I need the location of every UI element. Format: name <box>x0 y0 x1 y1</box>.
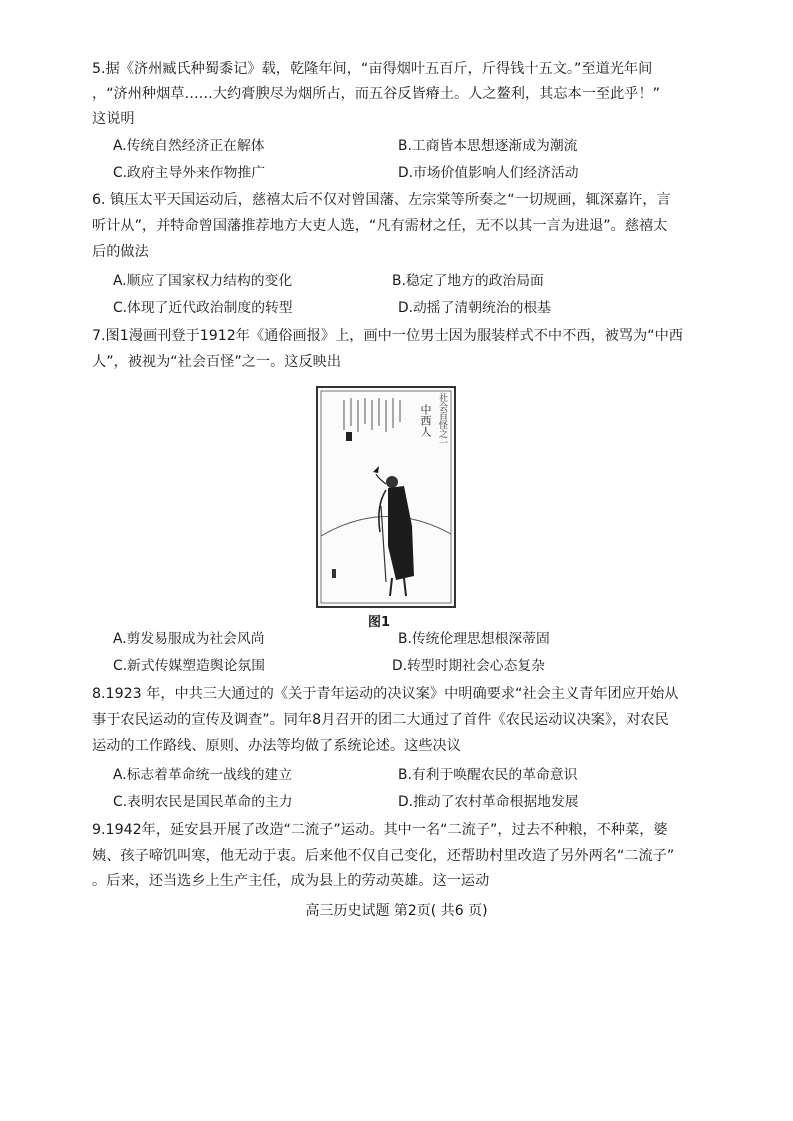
question-5-option-a: A.传统自然经济正在解体 <box>113 138 265 154</box>
question-6-line-1: 6. 镇压太平天国运动后，慈禧太后不仅对曾国藩、左宗棠等所奏之“一切规画，辄深嘉许，言 <box>92 192 671 208</box>
question-8-line-3: 运动的工作路线、原则、办法等均做了系统论述。这些决议 <box>92 738 461 754</box>
question-7-line-2: 人”，被视为“社会百怪”之一。这反映出 <box>92 354 342 370</box>
question-8-option-c: C.表明农民是国民革命的主力 <box>113 794 293 810</box>
question-7-option-d: D.转型时期社会心态复杂 <box>392 658 545 674</box>
question-6-option-b: B.稳定了地方的政治局面 <box>392 273 544 289</box>
question-9-line-1: 9.1942年，延安县开展了改造“二流子”运动。其中一名“二流子”，过去不种粮，不种菜，婆 <box>92 822 668 838</box>
question-9-line-3: 。后来，还当选乡上生产主任，成为县上的劳动英雄。这一运动 <box>92 873 490 889</box>
question-5-line-3: 这说明 <box>92 111 135 127</box>
cartoon-subtitle: 中西人 <box>419 404 432 437</box>
question-7-option-b: B.传统伦理思想根深蒂固 <box>398 631 550 647</box>
question-5-line-1: 5.据《济州臧氏种蜀黍记》载，乾隆年间，“亩得烟叶五百斤，斤得钱十五文。”至道光年间 <box>92 61 653 77</box>
question-5-line-2: ，“济州种烟草……大约膏腴尽为烟所占，而五谷反皆瘠土。人之鳌利，其忘本一至此乎！” <box>92 86 661 102</box>
cartoon-title: 社会百怪之一 <box>437 393 447 447</box>
question-8-option-b: B.有利于唤醒农民的革命意识 <box>398 767 578 783</box>
question-6-line-3: 后的做法 <box>92 244 149 260</box>
question-7-line-1: 7.图1漫画刊登于1912年《通俗画报》上，画中一位男士因为服装样式不中不西，被骂为“中西 <box>92 328 683 344</box>
question-6-option-d: D.动摇了清朝统治的根基 <box>398 300 551 316</box>
question-6-option-a: A.顺应了国家权力结构的变化 <box>113 273 293 289</box>
question-9-line-2: 姨、孩子啼饥叫寒，他无动于衷。后来他不仅自己变化，还帮助村里改造了另外两名“二流子” <box>92 848 675 864</box>
question-6-option-c: C.体现了近代政治制度的转型 <box>113 300 293 316</box>
question-8-line-2: 事于农民运动的宣传及调查”。同年8月召开的团二大通过了首件《农民运动议决案》，对农民 <box>92 712 669 728</box>
page-footer: 高三历史试题 第2页( 共6 页) <box>305 903 488 919</box>
question-8-option-d: D.推动了农村革命根据地发展 <box>398 794 579 810</box>
figure-caption: 图1 <box>368 615 391 630</box>
question-6-line-2: 听计从”，并特命曾国藩推荐地方大吏人选，“凡有需材之任，无不以其一言为进退”。慈禧太 <box>92 218 668 234</box>
question-5-option-b: B.工商皆本思想逐渐成为潮流 <box>398 138 578 154</box>
question-5-option-d: D.市场价值影响人们经济活动 <box>398 165 579 181</box>
question-7-option-a: A.剪发易服成为社会风尚 <box>113 631 265 647</box>
question-8-option-a: A.标志着革命统一战线的建立 <box>113 767 293 783</box>
question-7-option-c: C.新式传媒塑造舆论氛围 <box>113 658 265 674</box>
question-5-option-c: C.政府主导外来作物推广 <box>113 165 265 181</box>
question-8-line-1: 8.1923 年，中共三大通过的《关于青年运动的决议案》中明确要求“社会主义青年团应开始从 <box>92 686 679 702</box>
